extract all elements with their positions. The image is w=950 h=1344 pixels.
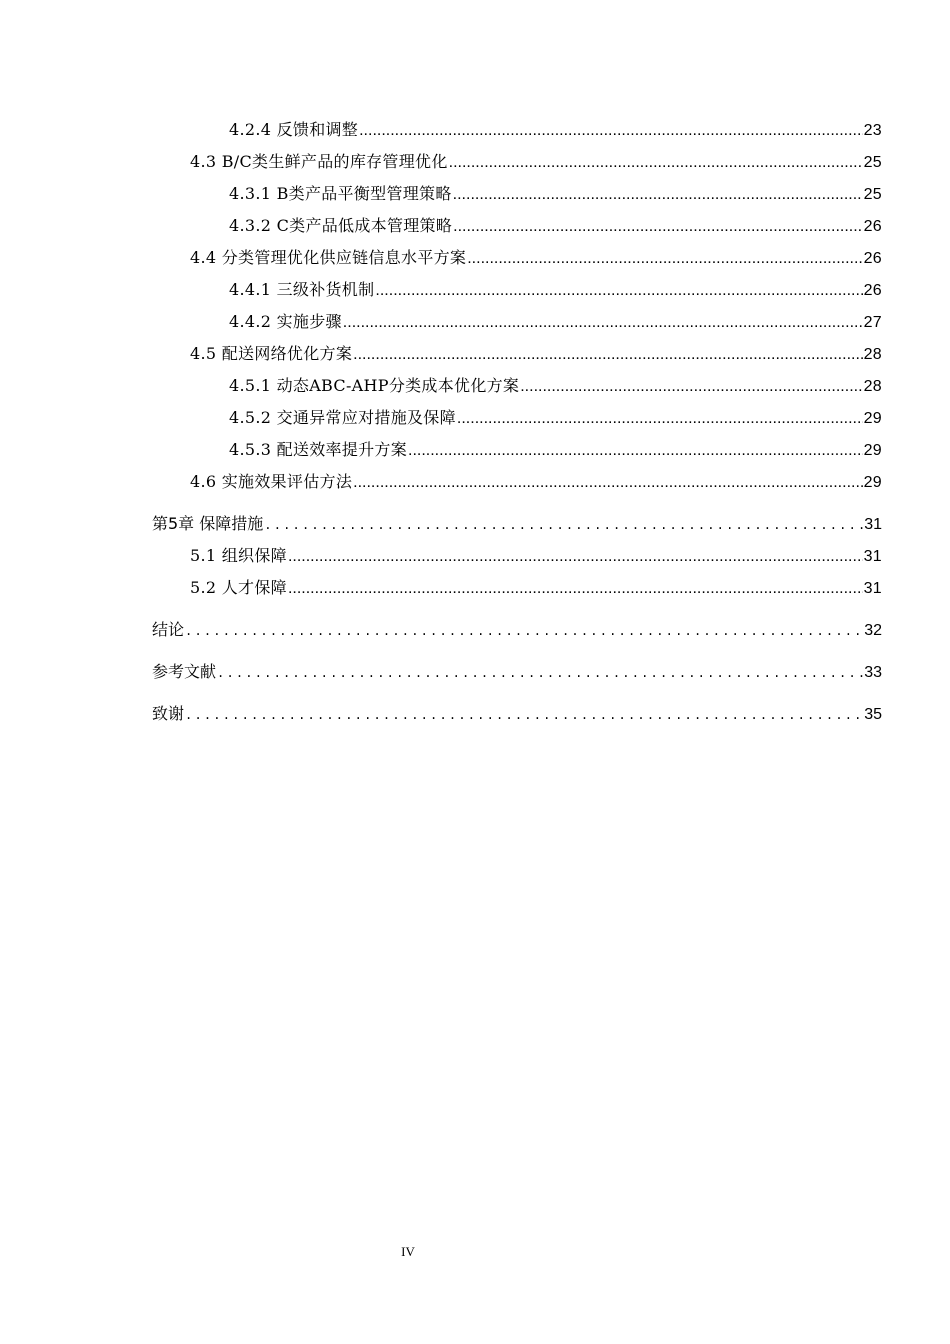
toc-entry[interactable] <box>190 247 882 269</box>
toc-entry-page: 26 <box>863 218 882 235</box>
toc-entry-label: 4.6 实施效果评估方法 <box>190 472 353 491</box>
toc-chapter-entry[interactable] <box>152 661 882 683</box>
toc-leader-dots <box>288 578 863 600</box>
toc-leader-dots <box>185 620 863 642</box>
toc-entry[interactable] <box>229 215 882 237</box>
toc-entry-label: 4.5.1 动态ABC-AHP分类成本优化方案 <box>229 376 520 395</box>
toc-entry-page: 35 <box>864 706 882 723</box>
toc-chapter-entry[interactable] <box>152 513 882 535</box>
toc-entry-label: 结论 <box>152 620 185 639</box>
toc-entry[interactable] <box>229 407 882 429</box>
toc-entry-page: 25 <box>863 154 882 171</box>
toc-leader-dots <box>359 120 862 142</box>
toc-entry[interactable] <box>190 545 882 567</box>
toc-leader-dots <box>288 546 863 568</box>
toc-leader-dots <box>343 312 863 334</box>
toc-leader-dots <box>375 280 862 302</box>
toc-entry-page: 23 <box>863 122 882 139</box>
toc-entry-page: 29 <box>863 474 882 491</box>
toc-leader-dots <box>520 376 862 398</box>
toc-leader-dots <box>408 440 863 462</box>
toc-entry-page: 32 <box>864 622 882 639</box>
page-number-footer: IV <box>401 1244 415 1259</box>
toc-leader-dots <box>353 472 862 494</box>
toc-entry-label: 4.5.3 配送效率提升方案 <box>229 440 407 459</box>
toc-entry-label: 致谢 <box>152 704 185 723</box>
toc-chapter-entry[interactable] <box>152 619 882 641</box>
toc-leader-dots <box>353 344 862 366</box>
toc-entry[interactable] <box>190 151 882 173</box>
toc-entry-label: 4.3.1 B类产品平衡型管理策略 <box>229 184 452 203</box>
toc-entry-page: 33 <box>864 664 882 681</box>
toc-entry[interactable] <box>190 471 882 493</box>
toc-entry-page: 31 <box>863 580 882 597</box>
toc-entry-label: 4.3 B/C类生鲜产品的库存管理优化 <box>190 152 448 171</box>
toc-leader-dots <box>453 216 862 238</box>
toc-entry-page: 27 <box>863 314 882 331</box>
toc-leader-dots <box>467 248 862 270</box>
toc-entry[interactable] <box>229 183 882 205</box>
toc-leader-dots <box>217 662 863 684</box>
toc-entry[interactable] <box>229 119 882 141</box>
toc-entry-page: 31 <box>864 516 882 533</box>
toc-entry-page: 31 <box>863 548 882 565</box>
toc-leader-dots <box>264 514 863 536</box>
toc-entry-label: 4.5.2 交通异常应对措施及保障 <box>229 408 456 427</box>
toc-entry-page: 28 <box>863 346 882 363</box>
toc-entry-label: 4.5 配送网络优化方案 <box>190 344 353 363</box>
toc-leader-dots <box>185 704 863 726</box>
toc-entry[interactable] <box>229 439 882 461</box>
toc-entry[interactable] <box>190 577 882 599</box>
toc-entry[interactable] <box>229 375 882 397</box>
toc-entry-page: 29 <box>863 410 882 427</box>
toc-entry-label: 4.3.2 C类产品低成本管理策略 <box>229 216 453 235</box>
toc-entry-label: 参考文献 <box>152 662 217 681</box>
toc-leader-dots <box>457 408 863 430</box>
toc-entry-label: 第5章 保障措施 <box>152 514 264 533</box>
toc-entry-page: 26 <box>863 282 882 299</box>
toc-leader-dots <box>453 184 863 206</box>
toc-entry-label: 4.2.4 反馈和调整 <box>229 120 359 139</box>
toc-entry-page: 28 <box>863 378 882 395</box>
toc-entry-page: 29 <box>863 442 882 459</box>
toc-entry-label: 5.2 人才保障 <box>190 578 287 597</box>
toc-entry-page: 25 <box>863 186 882 203</box>
toc-entry-label: 4.4.1 三级补货机制 <box>229 280 375 299</box>
toc-chapter-entry[interactable] <box>152 703 882 725</box>
toc-entry-page: 26 <box>863 250 882 267</box>
toc-entry-label: 5.1 组织保障 <box>190 546 287 565</box>
toc-entry-label: 4.4.2 实施步骤 <box>229 312 342 331</box>
toc-entry-label: 4.4 分类管理优化供应链信息水平方案 <box>190 248 467 267</box>
toc-entry[interactable] <box>190 343 882 365</box>
toc-entry[interactable] <box>229 311 882 333</box>
toc-leader-dots <box>449 152 863 174</box>
toc-entry[interactable] <box>229 279 882 301</box>
